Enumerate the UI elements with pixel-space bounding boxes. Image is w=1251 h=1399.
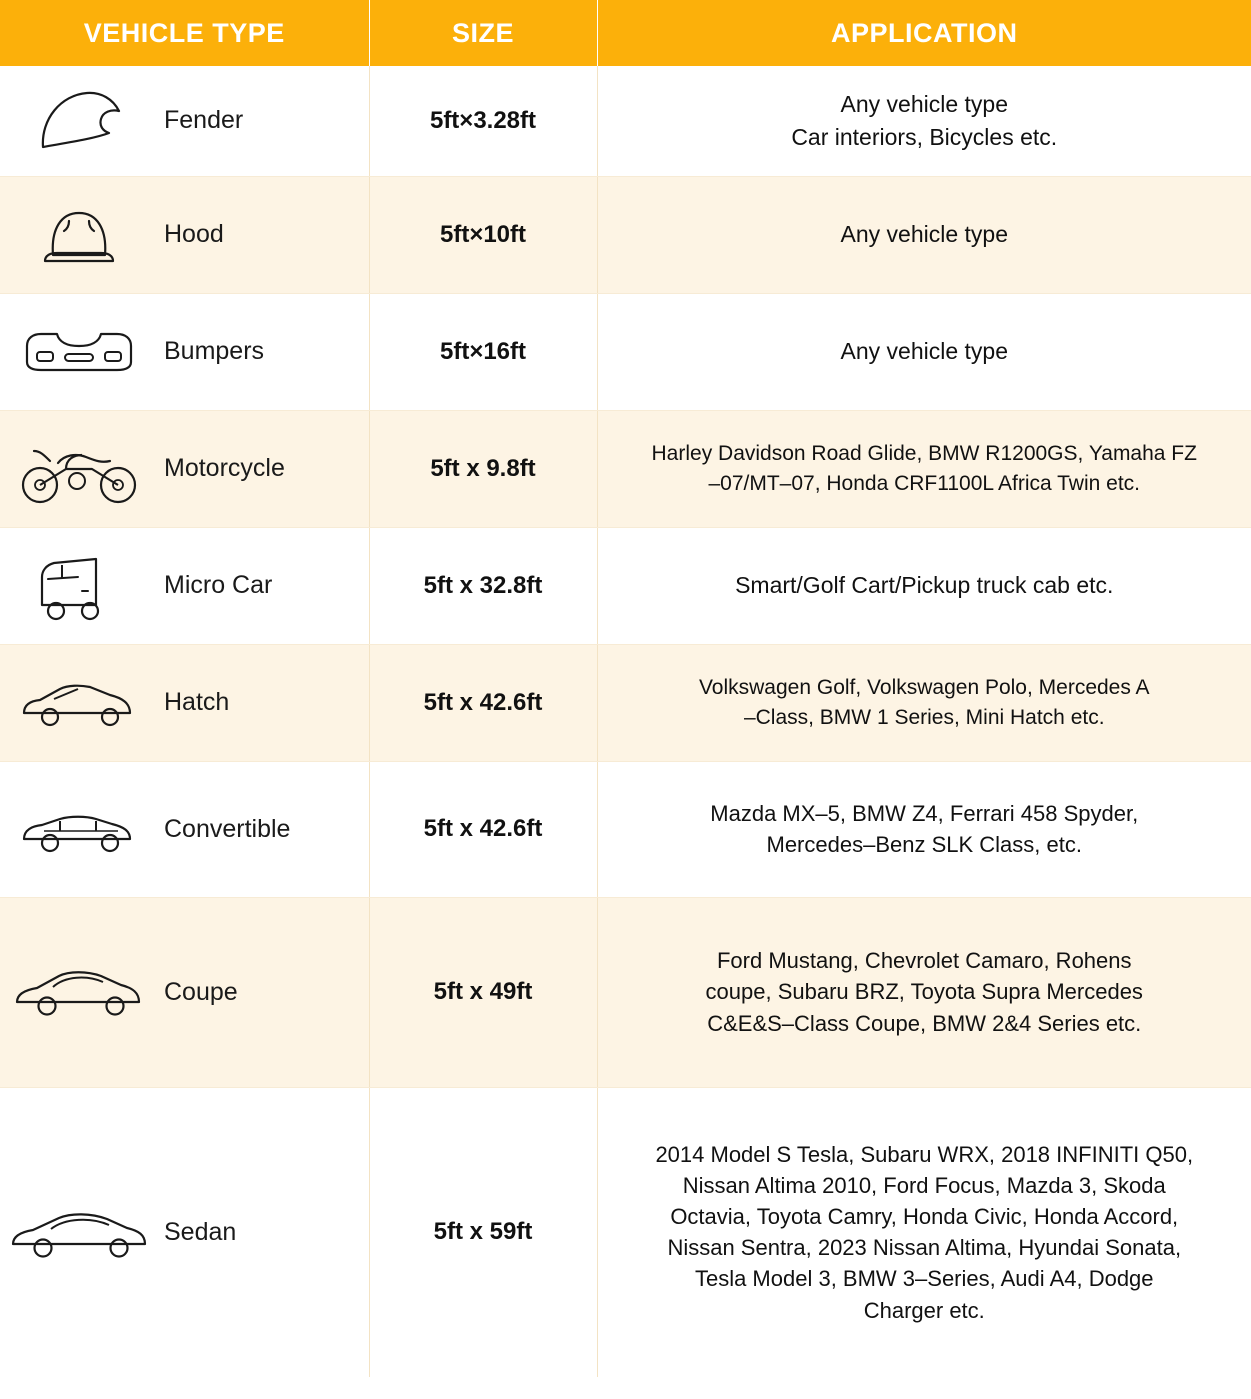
application-line: Harley Davidson Road Glide, BMW R1200GS, Yamaha FZ <box>651 441 1197 465</box>
application-line: Nissan Altima 2010, Ford Focus, Mazda 3, Skoda <box>682 1172 1166 1198</box>
fender-icon <box>0 85 158 157</box>
vehicle-type-cell <box>0 761 369 897</box>
table-row <box>0 293 1251 410</box>
table-row <box>0 897 1251 1087</box>
table-row <box>0 66 1251 176</box>
table-row <box>0 176 1251 293</box>
application-line: Octavia, Toyota Camry, Honda Civic, Honda Accord, <box>670 1204 1179 1230</box>
vehicle-type-cell <box>0 644 369 761</box>
application-line: Nissan Sentra, 2023 Nissan Altima, Hyundai Sonata, <box>667 1235 1182 1261</box>
application-cell <box>597 66 1251 176</box>
application-line: 2014 Model S Tesla, Subaru WRX, 2018 INFINITI Q50, <box>655 1141 1194 1167</box>
application-line: Any vehicle type <box>840 91 1008 118</box>
coupe-icon <box>0 962 158 1022</box>
table-header <box>0 0 1251 66</box>
table-row <box>0 410 1251 527</box>
size-cell: 5ft×3.28ft <box>369 66 597 176</box>
application-cell <box>597 176 1251 293</box>
table-row <box>0 527 1251 644</box>
micro-car-icon <box>0 547 158 625</box>
vehicle-type-cell <box>0 66 369 176</box>
table-row <box>0 761 1251 897</box>
size-cell: 5ft x 49ft <box>369 897 597 1087</box>
header-row <box>0 0 1251 66</box>
vehicle-type-label: Fender <box>164 106 244 135</box>
size-cell: 5ft x 42.6ft <box>369 644 597 761</box>
size-cell: 5ft x 9.8ft <box>369 410 597 527</box>
table-row <box>0 644 1251 761</box>
vehicle-type-label: Sedan <box>164 1217 237 1246</box>
hatch-icon <box>0 673 158 733</box>
application-line: Ford Mustang, Chevrolet Camaro, Rohens <box>716 948 1132 974</box>
column-header-vehicle-type: VEHICLE TYPE <box>0 0 369 66</box>
vehicle-type-label: Coupe <box>164 977 238 1006</box>
vehicle-type-cell <box>0 897 369 1087</box>
table-body <box>0 66 1251 1377</box>
column-header-size: SIZE <box>369 0 597 66</box>
vehicle-type-cell <box>0 410 369 527</box>
column-header-application: APPLICATION <box>597 0 1251 66</box>
application-line: Mazda MX–5, BMW Z4, Ferrari 458 Spyder, <box>710 800 1139 826</box>
application-line: coupe, Subaru BRZ, Toyota Supra Mercedes <box>705 979 1143 1005</box>
application-cell <box>597 293 1251 410</box>
application-cell <box>597 897 1251 1087</box>
size-cell: 5ft x 32.8ft <box>369 527 597 644</box>
size-cell: 5ft x 59ft <box>369 1087 597 1377</box>
application-line: Mercedes–Benz SLK Class, etc. <box>766 832 1082 857</box>
size-cell: 5ft x 42.6ft <box>369 761 597 897</box>
vehicle-type-cell <box>0 527 369 644</box>
motorcycle-icon <box>0 429 158 509</box>
application-line: Volkswagen Golf, Volkswagen Polo, Mercedes A <box>698 675 1150 699</box>
application-line: Smart/Golf Cart/Pickup truck cab etc. <box>735 572 1114 599</box>
vehicle-type-label: Hatch <box>164 688 230 716</box>
application-line: –07/MT–07, Honda CRF1100L Africa Twin etc. <box>708 471 1140 495</box>
application-line: –Class, BMW 1 Series, Mini Hatch etc. <box>743 705 1105 729</box>
vehicle-type-label: Micro Car <box>164 571 273 599</box>
hood-icon <box>0 199 158 271</box>
table-row <box>0 1087 1251 1377</box>
sedan-icon <box>0 1202 158 1262</box>
size-cell: 5ft×16ft <box>369 293 597 410</box>
bumper-icon <box>0 322 158 382</box>
vehicle-type-label: Convertible <box>164 814 291 843</box>
application-line: Any vehicle type <box>840 221 1008 248</box>
application-cell <box>597 527 1251 644</box>
vehicle-type-label: Hood <box>164 220 224 248</box>
vehicle-type-cell <box>0 176 369 293</box>
vehicle-type-cell <box>0 293 369 410</box>
application-cell <box>597 410 1251 527</box>
convertible-icon <box>0 799 158 859</box>
application-line: Tesla Model 3, BMW 3–Series, Audi A4, Dodge <box>694 1266 1154 1292</box>
vehicle-type-label: Bumpers <box>164 337 265 365</box>
application-line: Car interiors, Bicycles etc. <box>791 123 1058 150</box>
application-cell <box>597 1087 1251 1377</box>
application-cell <box>597 644 1251 761</box>
application-line: C&E&S–Class Coupe, BMW 2&4 Series etc. <box>707 1010 1142 1036</box>
size-cell: 5ft×10ft <box>369 176 597 293</box>
application-cell <box>597 761 1251 897</box>
vehicle-type-cell <box>0 1087 369 1377</box>
application-line: Any vehicle type <box>840 338 1008 365</box>
application-line: Charger etc. <box>863 1297 985 1323</box>
vehicle-type-label: Motorcycle <box>164 454 285 482</box>
